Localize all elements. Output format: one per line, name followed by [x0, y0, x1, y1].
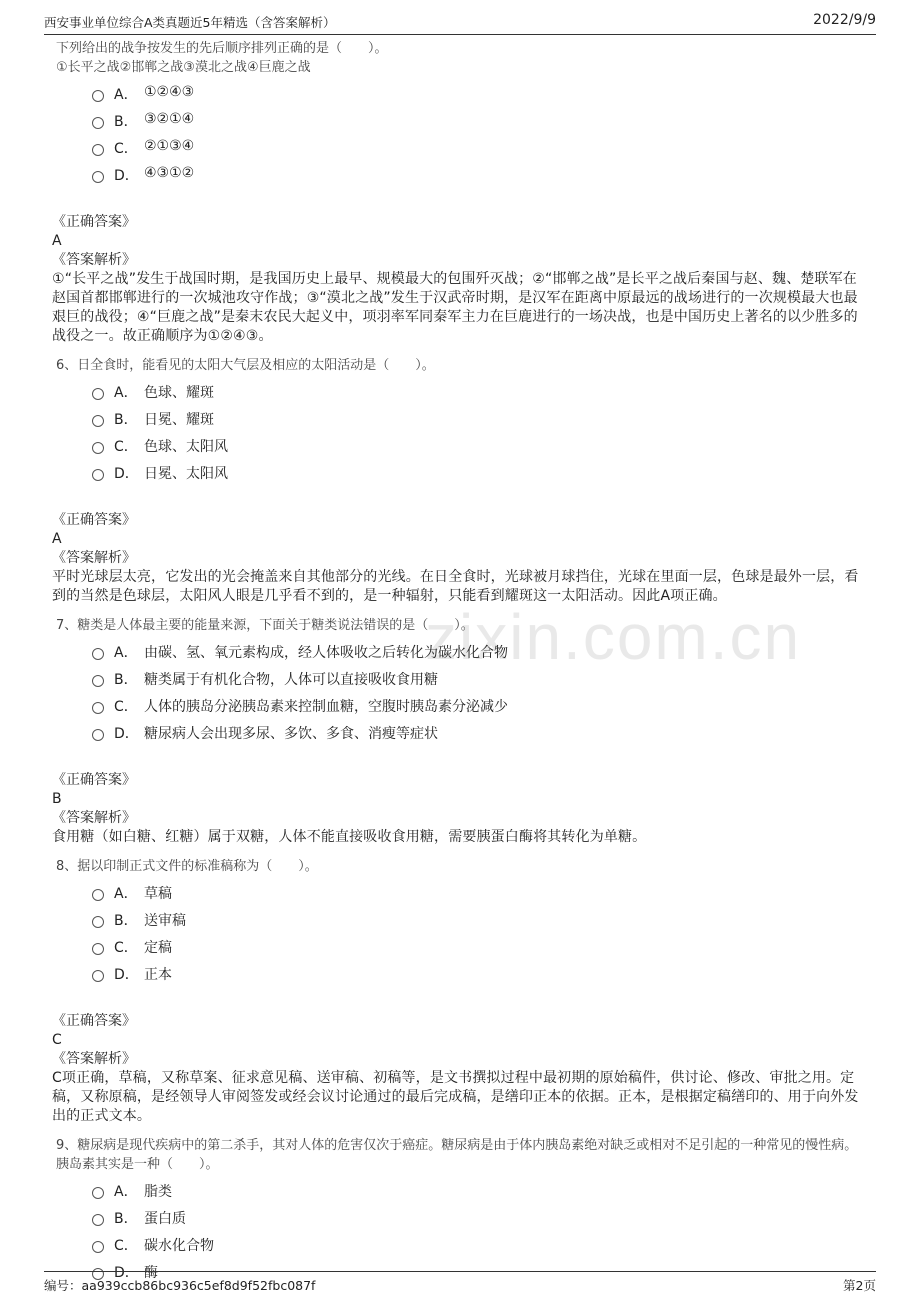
- analysis-label: 《答案解析》: [52, 1051, 136, 1067]
- option-text: 碳水化合物: [144, 1238, 214, 1254]
- option-d[interactable]: [92, 162, 867, 189]
- option-c[interactable]: [92, 693, 867, 720]
- option-c[interactable]: [92, 1232, 867, 1259]
- radio-icon[interactable]: [92, 117, 104, 129]
- option-text: 送审稿: [144, 913, 186, 929]
- option-text: 糖尿病人会出现多尿、多饮、多食、消瘦等症状: [144, 726, 438, 742]
- option-text: ②①③④: [144, 138, 195, 154]
- option-letter: A．: [114, 886, 138, 902]
- option-text: 酶: [144, 1265, 158, 1281]
- radio-icon[interactable]: [92, 729, 104, 741]
- option-text: 糖类属于有机化合物，人体可以直接吸收食用糖: [144, 672, 438, 688]
- option-list: [52, 1178, 867, 1286]
- question-block: [52, 616, 867, 847]
- option-b[interactable]: [92, 1205, 867, 1232]
- option-a[interactable]: [92, 880, 867, 907]
- option-list: [52, 639, 867, 747]
- page-footer: [44, 1271, 876, 1298]
- radio-icon[interactable]: [92, 1241, 104, 1253]
- radio-icon[interactable]: [92, 970, 104, 982]
- option-letter: D．: [114, 168, 139, 184]
- option-letter: D．: [114, 967, 139, 983]
- option-letter: A．: [114, 385, 138, 401]
- answer-value: A: [52, 531, 62, 547]
- option-letter: C．: [114, 940, 138, 956]
- radio-icon[interactable]: [92, 916, 104, 928]
- option-text: 草稿: [144, 886, 172, 902]
- option-letter: A．: [114, 87, 138, 103]
- question-stem: 下列给出的战争按发生的先后顺序排列正确的是（ ）。: [56, 41, 388, 56]
- option-text: 蛋白质: [144, 1211, 186, 1227]
- answer-section: [52, 1012, 867, 1126]
- option-text: 日冕、太阳风: [144, 466, 228, 482]
- option-list: [52, 880, 867, 988]
- document-code: 编号：aa939ccb86bc936c5ef8d9f52fbc087f: [44, 1278, 316, 1293]
- option-list: [52, 81, 867, 189]
- option-letter: A．: [114, 645, 138, 661]
- question-stem: 7、糖类是人体最主要的能量来源，下面关于糖类说法错误的是（ ）。: [56, 618, 474, 633]
- answer-label: 《正确答案》: [52, 512, 136, 528]
- analysis-text: 平时光球层太亮，它发出的光会掩盖来自其他部分的光线。在日全食时，光球被月球挡住，光球在里面一层，色球是最外一层，看到的当然是色球层，太阳风人眼是几乎看不到的，是一种辐射，只能看到耀斑这一太阳活动。因此A项正确。: [52, 569, 859, 604]
- option-letter: C．: [114, 439, 138, 455]
- option-letter: B．: [114, 913, 138, 929]
- document-title: 西安事业单位综合A类真题近5年精选（含答案解析）: [44, 15, 336, 30]
- question-stem-line-2: ①长平之战②邯郸之战③漠北之战④巨鹿之战: [56, 60, 311, 75]
- option-c[interactable]: [92, 934, 867, 961]
- analysis-text: ①“长平之战”发生于战国时期，是我国历史上最早、规模最大的包围歼灭战；②“邯郸之战”是长平之战后秦国与赵、魏、楚联军在赵国首都邯郸进行的一次城池攻守作战；③“漠北之战”发生于汉武帝时期，是汉军在距离中原最远的战场进行的一次规模最大也最艰巨的战役；④“巨鹿之战”是秦末农民大起义中，项羽率军同秦军主力在巨鹿进行的一场决战，也是中国历史上著名的以少胜多的战役之一。故正确顺序为①②④③。: [52, 271, 858, 344]
- answer-value: C: [52, 1032, 62, 1048]
- option-text: 日冕、耀斑: [144, 412, 214, 428]
- analysis-label: 《答案解析》: [52, 252, 136, 268]
- option-list: [52, 379, 867, 487]
- question-block: [52, 857, 867, 1126]
- answer-section: [52, 771, 867, 847]
- radio-icon[interactable]: [92, 889, 104, 901]
- option-letter: C．: [114, 1238, 138, 1254]
- option-a[interactable]: [92, 379, 867, 406]
- option-letter: D．: [114, 466, 139, 482]
- analysis-text: 食用糖（如白糖、红糖）属于双糖，人体不能直接吸收食用糖，需要胰蛋白酶将其转化为单糖。: [52, 829, 647, 845]
- option-b[interactable]: [92, 666, 867, 693]
- option-b[interactable]: [92, 907, 867, 934]
- option-letter: A．: [114, 1184, 138, 1200]
- radio-icon[interactable]: [92, 90, 104, 102]
- option-c[interactable]: [92, 135, 867, 162]
- option-text: 定稿: [144, 940, 172, 956]
- radio-icon[interactable]: [92, 415, 104, 427]
- answer-value: A: [52, 233, 62, 249]
- option-text: ①②④③: [144, 84, 195, 100]
- radio-icon[interactable]: [92, 171, 104, 183]
- radio-icon[interactable]: [92, 675, 104, 687]
- watermark: zixin.com.cn: [425, 601, 802, 673]
- option-text: 色球、耀斑: [144, 385, 214, 401]
- question-block: [52, 39, 867, 346]
- option-text: ④③①②: [144, 165, 195, 181]
- answer-value: B: [52, 791, 62, 807]
- option-letter: B．: [114, 1211, 138, 1227]
- radio-icon[interactable]: [92, 943, 104, 955]
- option-letter: B．: [114, 672, 138, 688]
- option-text: 脂类: [144, 1184, 172, 1200]
- option-letter: C．: [114, 141, 138, 157]
- page-header: [44, 10, 876, 35]
- option-a[interactable]: [92, 1178, 867, 1205]
- page-number: 第2页: [843, 1278, 876, 1293]
- question-stem: 9、糖尿病是现代疾病中的第二杀手，其对人体的危害仅次于癌症。糖尿病是由于体内胰岛素绝对缺乏或相对不足引起的一种常见的慢性病。胰岛素其实是一种（ ）。: [56, 1138, 858, 1172]
- analysis-text: C项正确，草稿，又称草案、征求意见稿、送审稿、初稿等，是文书撰拟过程中最初期的原始稿件，供讨论、修改、审批之用。定稿，又称原稿，是经领导人审阅签发或经会议讨论通过的最后完成稿，是缮印正本的依据。正本，是根据定稿缮印的、用于向外发出的正式文本。: [52, 1070, 859, 1124]
- option-text: 由碳、氢、氧元素构成，经人体吸收之后转化为碳水化合物: [144, 645, 508, 661]
- radio-icon[interactable]: [92, 1214, 104, 1226]
- option-a[interactable]: [92, 639, 867, 666]
- question-stem: 8、据以印制正式文件的标准稿称为（ ）。: [56, 859, 318, 874]
- document-date: 2022/9/9: [813, 12, 876, 28]
- option-b[interactable]: [92, 406, 867, 433]
- option-letter: B．: [114, 114, 138, 130]
- radio-icon[interactable]: [92, 388, 104, 400]
- option-letter: B．: [114, 412, 138, 428]
- answer-label: 《正确答案》: [52, 772, 136, 788]
- document-body: [52, 39, 867, 1286]
- question-block: [52, 1136, 867, 1286]
- option-letter: D．: [114, 726, 139, 742]
- option-letter: D．: [114, 1265, 139, 1281]
- option-d[interactable]: [92, 720, 867, 747]
- radio-icon[interactable]: [92, 144, 104, 156]
- answer-section: [52, 511, 867, 606]
- question-stem: 6、日全食时，能看见的太阳大气层及相应的太阳活动是（ ）。: [56, 358, 435, 373]
- question-block: [52, 356, 867, 606]
- analysis-label: 《答案解析》: [52, 810, 136, 826]
- answer-label: 《正确答案》: [52, 214, 136, 230]
- radio-icon[interactable]: [92, 1187, 104, 1199]
- radio-icon[interactable]: [92, 442, 104, 454]
- analysis-label: 《答案解析》: [52, 550, 136, 566]
- option-a[interactable]: [92, 81, 867, 108]
- option-text: ③②①④: [144, 111, 195, 127]
- option-c[interactable]: [92, 433, 867, 460]
- answer-label: 《正确答案》: [52, 1013, 136, 1029]
- option-text: 正本: [144, 967, 172, 983]
- option-b[interactable]: [92, 108, 867, 135]
- option-letter: C．: [114, 699, 138, 715]
- radio-icon[interactable]: [92, 469, 104, 481]
- option-text: 人体的胰岛分泌胰岛素来控制血糖，空腹时胰岛素分泌减少: [144, 699, 508, 715]
- option-d[interactable]: [92, 961, 867, 988]
- radio-icon[interactable]: [92, 702, 104, 714]
- answer-section: [52, 213, 867, 346]
- option-d[interactable]: [92, 460, 867, 487]
- option-text: 色球、太阳风: [144, 439, 228, 455]
- radio-icon[interactable]: [92, 648, 104, 660]
